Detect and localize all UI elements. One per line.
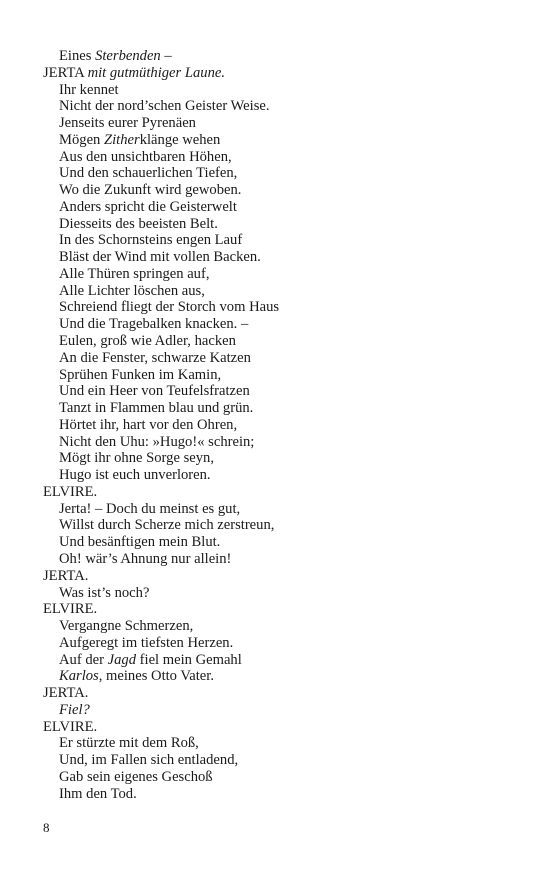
verse-line [43,333,523,350]
line-text: Diesseits des beeisten Belt. [59,215,218,232]
verse-line [43,266,523,283]
italic-text: Fiel? [59,701,90,718]
line-text: Mögt ihr ohne Sorge seyn, [59,450,214,467]
verse-line [43,199,523,216]
line-text: Ihr kennet [59,81,119,98]
italic-text: Karlos, [59,668,103,685]
line-text: Willst durch Scherze mich zerstreun, [59,517,275,534]
speaker-line [43,65,523,82]
verse-line [43,48,523,65]
speaker-line [43,601,523,618]
line-text: Vergangne Schmerzen, [59,618,194,635]
line-text: Mögen [59,131,104,148]
line-text: ELVIRE. [43,483,98,500]
line-text: Sprühen Funken im Kamin, [59,366,222,383]
line-text: Und, im Fallen sich entladend, [59,752,239,769]
line-text: Jerta! – Doch du meinst es gut, [59,500,241,517]
speaker-line [43,719,523,736]
verse-line [43,735,523,752]
verse-line [43,299,523,316]
line-text: In des Schornsteins engen Lauf [59,232,243,249]
verse-line [43,165,523,182]
verse-line [43,182,523,199]
line-text: JERTA [43,64,88,81]
verse-line [43,132,523,149]
line-text: ELVIRE. [43,718,98,735]
italic-text: Zither [104,131,140,148]
italic-text: Jagd [107,651,137,668]
line-text: Anders spricht die Geisterwelt [59,198,237,215]
verse-line [43,367,523,384]
line-text: Aufgeregt im tiefsten Herzen. [59,634,234,651]
verse-line [43,434,523,451]
line-text: Was ist’s noch? [59,584,150,601]
verse-line [43,585,523,602]
line-text: Und den schauerlichen Tiefen, [59,165,238,182]
line-text: Gab sein eigenes Geschoß [59,768,213,785]
speaker-line [43,568,523,585]
line-text: Schreiend fliegt der Storch vom Haus [59,299,280,316]
verse-line [43,786,523,803]
verse-line [43,635,523,652]
line-text: Jenseits eurer Pyrenäen [59,115,196,132]
line-text: Oh! wär’s Ahnung nur allein! [59,550,232,567]
verse-line [43,517,523,534]
verse-line [43,249,523,266]
verse-line [43,467,523,484]
italic-text: mit gutmüthiger Laune. [87,64,226,81]
line-text: klänge wehen [139,131,221,148]
verse-line [43,115,523,132]
verse-line [43,283,523,300]
line-text: fiel mein Gemahl [136,651,242,668]
line-text: Alle Thüren springen auf, [59,265,210,282]
verse-line [43,501,523,518]
verse-line [43,149,523,166]
line-text: JERTA. [43,685,89,702]
verse-line [43,350,523,367]
verse-line [43,534,523,551]
verse-line [43,450,523,467]
verse-line [43,232,523,249]
line-text: Aus den unsichtbaren Höhen, [59,148,232,165]
verse-line [43,769,523,786]
line-text: Ihm den Tod. [59,785,137,802]
verse-line [43,383,523,400]
play-text [43,48,523,802]
verse-line [43,652,523,669]
verse-line [43,82,523,99]
line-text: Und besänftigen mein Blut. [59,534,221,551]
verse-line [43,216,523,233]
line-text: Eines [59,48,96,64]
speaker-line [43,685,523,702]
verse-line [43,316,523,333]
verse-line [43,702,523,719]
line-text: Nicht der nord’schen Geister Weise. [59,98,270,115]
line-text: Und ein Heer von Teufelsfratzen [59,383,250,400]
line-text: Alle Lichter löschen aus, [59,282,205,299]
line-text: Nicht den Uhu: »Hugo!« schrein; [59,433,255,450]
line-text: meines Otto Vater. [102,668,214,685]
line-text: JERTA. [43,567,89,584]
verse-line [43,668,523,685]
speaker-line [43,484,523,501]
italic-text: Sterbenden [95,48,161,64]
line-text: Hugo ist euch unverloren. [59,467,211,484]
verse-line [43,417,523,434]
line-text: Tanzt in Flammen blau und grün. [59,400,254,417]
line-text: An die Fenster, schwarze Katzen [59,349,251,366]
verse-line [43,98,523,115]
line-text: Hörtet ihr, hart vor den Ohren, [59,416,238,433]
page-number: 8 [43,820,50,835]
line-text: Wo die Zukunft wird gewoben. [59,182,242,199]
line-text: Und die Tragebalken knacken. – [59,316,249,333]
line-text: Auf der [59,651,108,668]
verse-line [43,618,523,635]
verse-line [43,551,523,568]
line-text: – [160,48,172,64]
line-text: ELVIRE. [43,601,98,618]
verse-line [43,752,523,769]
line-text: Er stürzte mit dem Roß, [59,735,199,752]
line-text: Eulen, groß wie Adler, hacken [59,333,236,350]
verse-line [43,400,523,417]
line-text: Bläst der Wind mit vollen Backen. [59,249,261,266]
